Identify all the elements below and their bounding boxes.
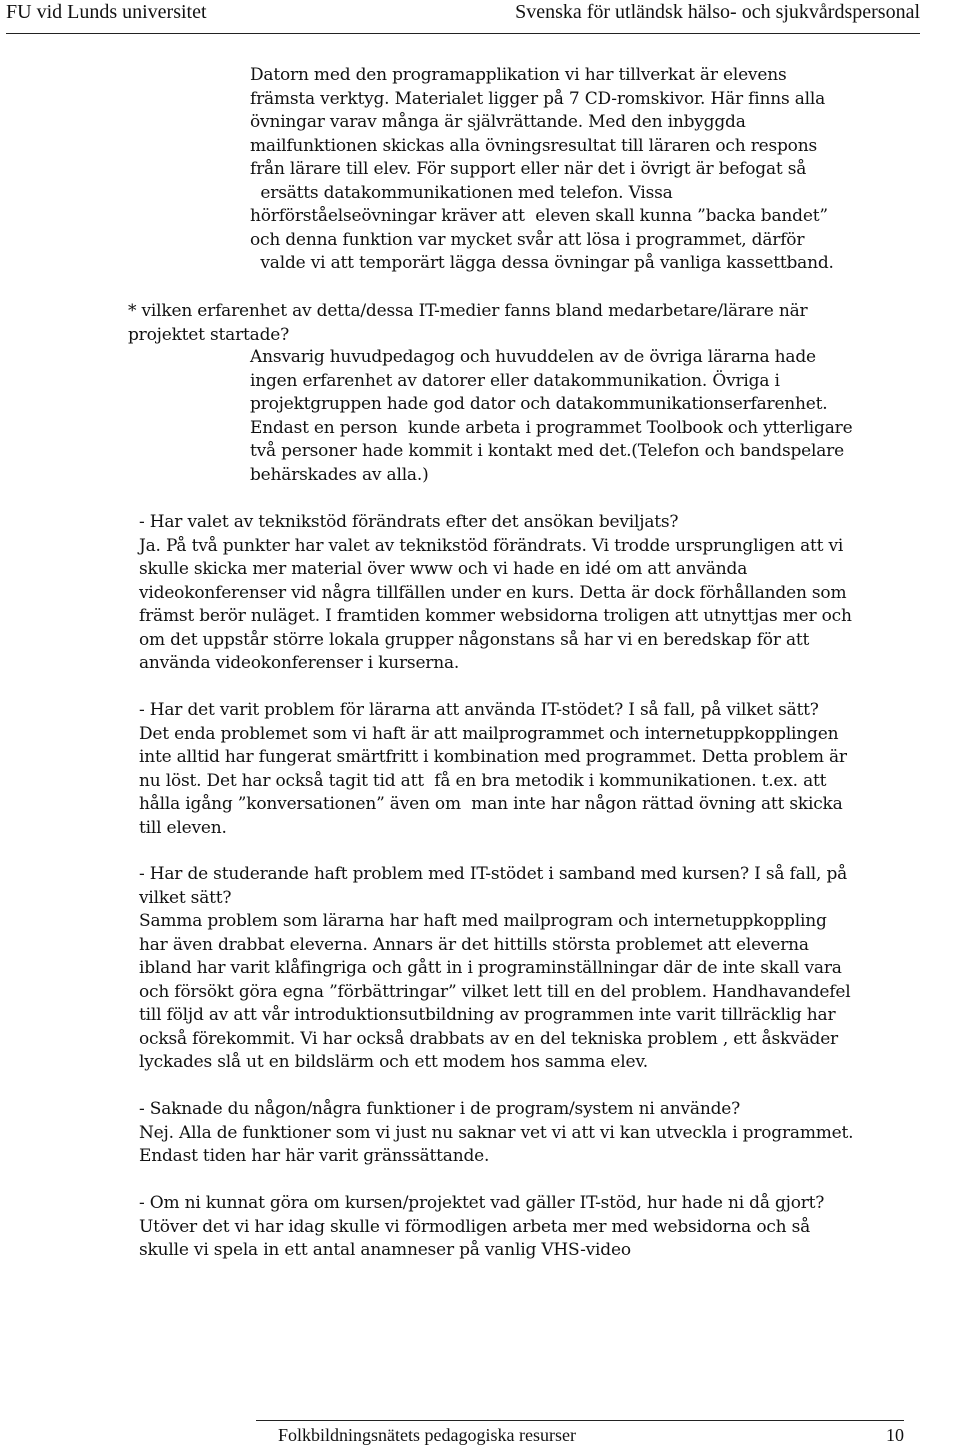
- text-line: mailfunktionen skickas alla övningsresultat till läraren och respons: [250, 135, 817, 156]
- text-line: skulle skicka mer material över www och vi hade en idé om att använda: [139, 559, 748, 579]
- text-line: till eleven.: [139, 817, 227, 838]
- text-line: främsta verktyg. Materialet ligger på 7 CD-romskivor. Här finns alla: [250, 88, 826, 109]
- section-student-problems: [139, 863, 850, 1075]
- text-line: använda videokonferenser i kurserna.: [139, 653, 460, 673]
- text-line: Datorn med den programapplikation vi har tillverkat är elevens: [250, 65, 787, 85]
- text-line: projektet startade?: [128, 324, 290, 345]
- text-line: hörförståelseövningar kräver att eleven skall kunna ”backa bandet”: [250, 206, 828, 226]
- text-line: har även drabbat eleverna. Annars är det hittills största problemet att eleverna: [139, 934, 809, 955]
- text-line: lyckades slå ut en bildslärm och ett modem hos samma elev.: [139, 1052, 648, 1072]
- text-line: Utöver det vi har idag skulle vi förmodligen arbeta mer med websidorna och så: [139, 1216, 811, 1237]
- header-institution: FU vid Lunds universitet: [6, 1, 207, 23]
- text-line: inte alltid har fungerat smärtfritt i kombination med programmet. Detta problem är: [139, 747, 847, 767]
- text-line: övningar varav många är självrättande. Med den inbyggda: [250, 112, 746, 132]
- text-line: - Har de studerande haft problem med IT-stödet i samband med kursen? I så fall, på: [139, 864, 848, 884]
- page-number: 10: [886, 1425, 904, 1445]
- text-line: och denna funktion var mycket svår att lösa i programmet, därför: [250, 229, 805, 250]
- text-line: hålla igång ”konversationen” även om man inte har någon rättad övning att skicka: [139, 794, 843, 814]
- text-line: Ja. På två punkter har valet av teknikstöd förändrats. Vi trodde ursprungligen att vi: [139, 535, 844, 556]
- section-redo-course: [139, 1192, 824, 1263]
- section-missing-functions: [139, 1098, 853, 1169]
- text-line: - Om ni kunnat göra om kursen/projektet vad gäller IT-stöd, hur hade ni då gjort?: [139, 1193, 825, 1213]
- text-line: Ansvarig huvudpedagog och huvuddelen av de övriga lärarna hade: [250, 347, 816, 367]
- answer-experience: [250, 346, 852, 487]
- text-line: nu löst. Det har också tagit tid att få en bra metodik i kommunikationen. t.ex. att: [139, 770, 827, 791]
- text-line: * vilken erfarenhet av detta/dessa IT-medier fanns bland medarbetare/lärare när: [128, 301, 808, 321]
- section-tech-choice: [139, 511, 852, 676]
- text-line: behärskades av alla.): [250, 464, 429, 485]
- text-line: från lärare till elev. För support eller när det i övrigt är befogat så: [250, 159, 807, 179]
- text-line: Det enda problemet som vi haft är att mailprogrammet och internetuppkopplingen: [139, 723, 839, 744]
- footer-title: Folkbildningsnätets pedagogiska resurser: [278, 1425, 576, 1445]
- text-line: - Har valet av teknikstöd förändrats efter det ansökan beviljats?: [139, 512, 679, 532]
- text-line: ibland har varit klåfingriga och gått in i programinställningar där de inte skall vara: [139, 958, 842, 978]
- text-line: till följd av att vår introduktionsutbildning av programmen inte varit tillräcklig har: [139, 1005, 836, 1025]
- page-footer: [256, 1420, 904, 1447]
- text-line: om det uppstår större lokala grupper någonstans så har vi en beredskap för att: [139, 629, 810, 650]
- text-line: projektgruppen hade god dator och datakommunikationserfarenhet.: [250, 394, 828, 414]
- text-line: ingen erfarenhet av datorer eller datakommunikation. Övriga i: [250, 370, 780, 391]
- header-course-title: Svenska för utländsk hälso- och sjukvårdspersonal: [515, 1, 920, 23]
- text-line: också förekommit. Vi har också drabbats av en del tekniska problem , ett åskväder: [139, 1028, 838, 1049]
- text-line: Samma problem som lärarna har haft med mailprogram och internetuppkoppling: [139, 911, 827, 931]
- text-line: främst berör nuläget. I framtiden kommer websidorna troligen att utnyttjas mer och: [139, 606, 852, 626]
- text-line: skulle vi spela in ett antal anamneser på vanlig VHS-video: [139, 1240, 631, 1260]
- text-line: valde vi att temporärt lägga dessa övningar på vanliga kassettband.: [250, 253, 834, 273]
- text-line: två personer hade kommit i kontakt med det.(Telefon och bandspelare: [250, 441, 844, 461]
- intro-paragraph: [250, 64, 834, 276]
- page-header: [6, 0, 920, 34]
- text-line: Nej. Alla de funktioner som vi just nu saknar vet vi att vi kan utveckla i programmet.: [139, 1122, 854, 1143]
- text-line: vilket sätt?: [139, 887, 232, 908]
- text-line: och försökt göra egna ”förbättringar” vilket lett till en del problem. Handhavandefel: [139, 981, 851, 1002]
- text-line: videokonferenser vid några tillfällen under en kurs. Detta är dock förhållanden som: [139, 582, 847, 603]
- text-line: - Har det varit problem för lärarna att använda IT-stödet? I så fall, på vilket sätt?: [139, 700, 819, 720]
- text-line: ersätts datakommunikationen med telefon. Vissa: [250, 182, 673, 203]
- text-line: Endast tiden har här varit gränssättande.: [139, 1146, 490, 1166]
- text-line: - Saknade du någon/några funktioner i de program/system ni använde?: [139, 1099, 741, 1119]
- question-experience: [128, 300, 807, 347]
- section-teacher-problems: [139, 699, 847, 840]
- text-line: Endast en person kunde arbeta i programmet Toolbook och ytterligare: [250, 417, 853, 438]
